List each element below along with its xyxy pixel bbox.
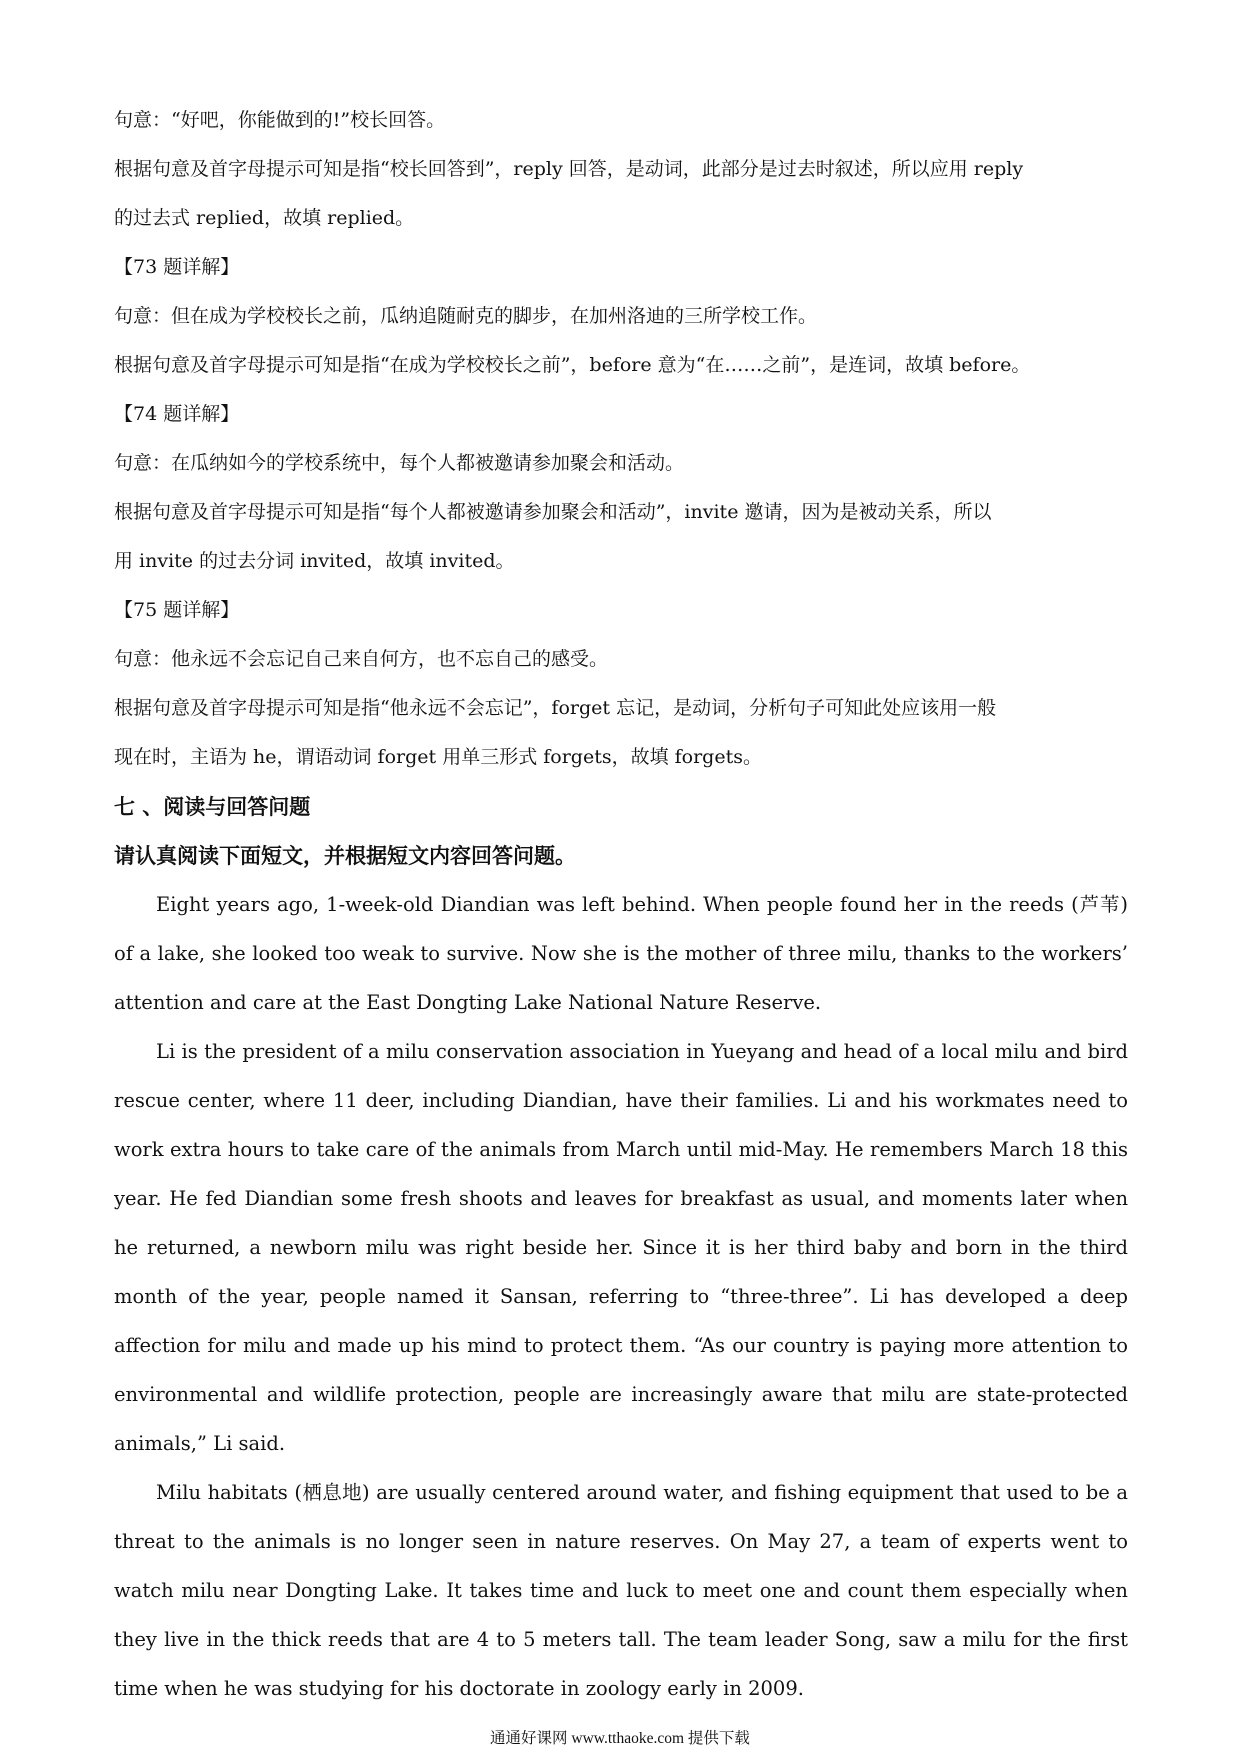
question-heading-73: 【73 题详解】 [114,256,240,278]
text-line: 用 invite 的过去分词 invited，故填 invited。 [114,550,515,572]
text-line: 的过去式 replied，故填 replied。 [114,207,415,229]
document-body [114,96,1128,1713]
text-line: 句意：他永远不会忘记自己来自何方，也不忘自己的感受。 [114,648,609,670]
text-line: 现在时，主语为 he，谓语动词 forget 用单三形式 forgets，故填 forgets。 [114,746,762,768]
text-line: 根据句意及首字母提示可知是指“在成为学校校长之前”，before 意为“在……之前”，是连词，故填 before。 [114,354,1031,376]
section-instruction: 请认真阅读下面短文，并根据短文内容回答问题。 [114,843,576,868]
question-heading-75: 【75 题详解】 [114,599,240,621]
text-line: 句意：但在成为学校校长之前，瓜纳追随耐克的脚步，在加州洛迪的三所学校工作。 [114,305,818,327]
section-title: 七 、阅读与回答问题 [114,794,311,819]
text-line: 句意：在瓜纳如今的学校系统中，每个人都被邀请参加聚会和活动。 [114,452,685,474]
text-line: 根据句意及首字母提示可知是指“校长回答到”，reply 回答，是动词，此部分是过去时叙述，所以应用 reply [114,158,1024,180]
reading-paragraph: Milu habitats (栖息地) are usually centered around water, and fishing equipment that used to be a threat to the animals is no longer seen in nature reserves. On May 27, a team of experts went to watch milu near Dongting Lake. It takes time and luck to meet one and count them especially when they live in the thick reeds that are 4 to 5 meters tall. The team leader Song, saw a milu for the first time when he was studying for his doctorate in zoology early in 2009. [114,1481,1128,1700]
reading-paragraph: Eight years ago, 1-week-old Diandian was left behind. When people found her in the reeds (芦苇) of a lake, she looked too weak to survive. Now she is the mother of three milu, thanks to the workers’ attention and care at the East Dongting Lake National Nature Reserve. [114,893,1128,1014]
question-heading-74: 【74 题详解】 [114,403,240,425]
page-footer: 通通好课网 www.tthaoke.com 提供下载 [490,1730,750,1747]
text-line: 句意：“好吧，你能做到的!”校长回答。 [114,109,446,131]
reading-paragraph: Li is the president of a milu conservation association in Yueyang and head of a local milu and bird rescue center, where 11 deer, including Diandian, have their families. Li and his workmates need to work extra hours to take care of the animals from March until mid-May. He remembers March 18 this year. He fed Diandian some fresh shoots and leaves for breakfast as usual, and moments later when he returned, a newborn milu was right beside her. Since it is her third baby and born in the third month of the year, people named it Sansan, referring to “three-three”. Li has developed a deep affection for milu and made up his mind to protect them. “As our country is paying more attention to environmental and wildlife protection, people are increasingly aware that milu are state-protected animals,” Li said. [114,1040,1128,1455]
text-line: 根据句意及首字母提示可知是指“每个人都被邀请参加聚会和活动”，invite 邀请，因为是被动关系，所以 [114,501,992,523]
text-line: 根据句意及首字母提示可知是指“他永远不会忘记”，forget 忘记，是动词，分析句子可知此处应该用一般 [114,697,997,719]
